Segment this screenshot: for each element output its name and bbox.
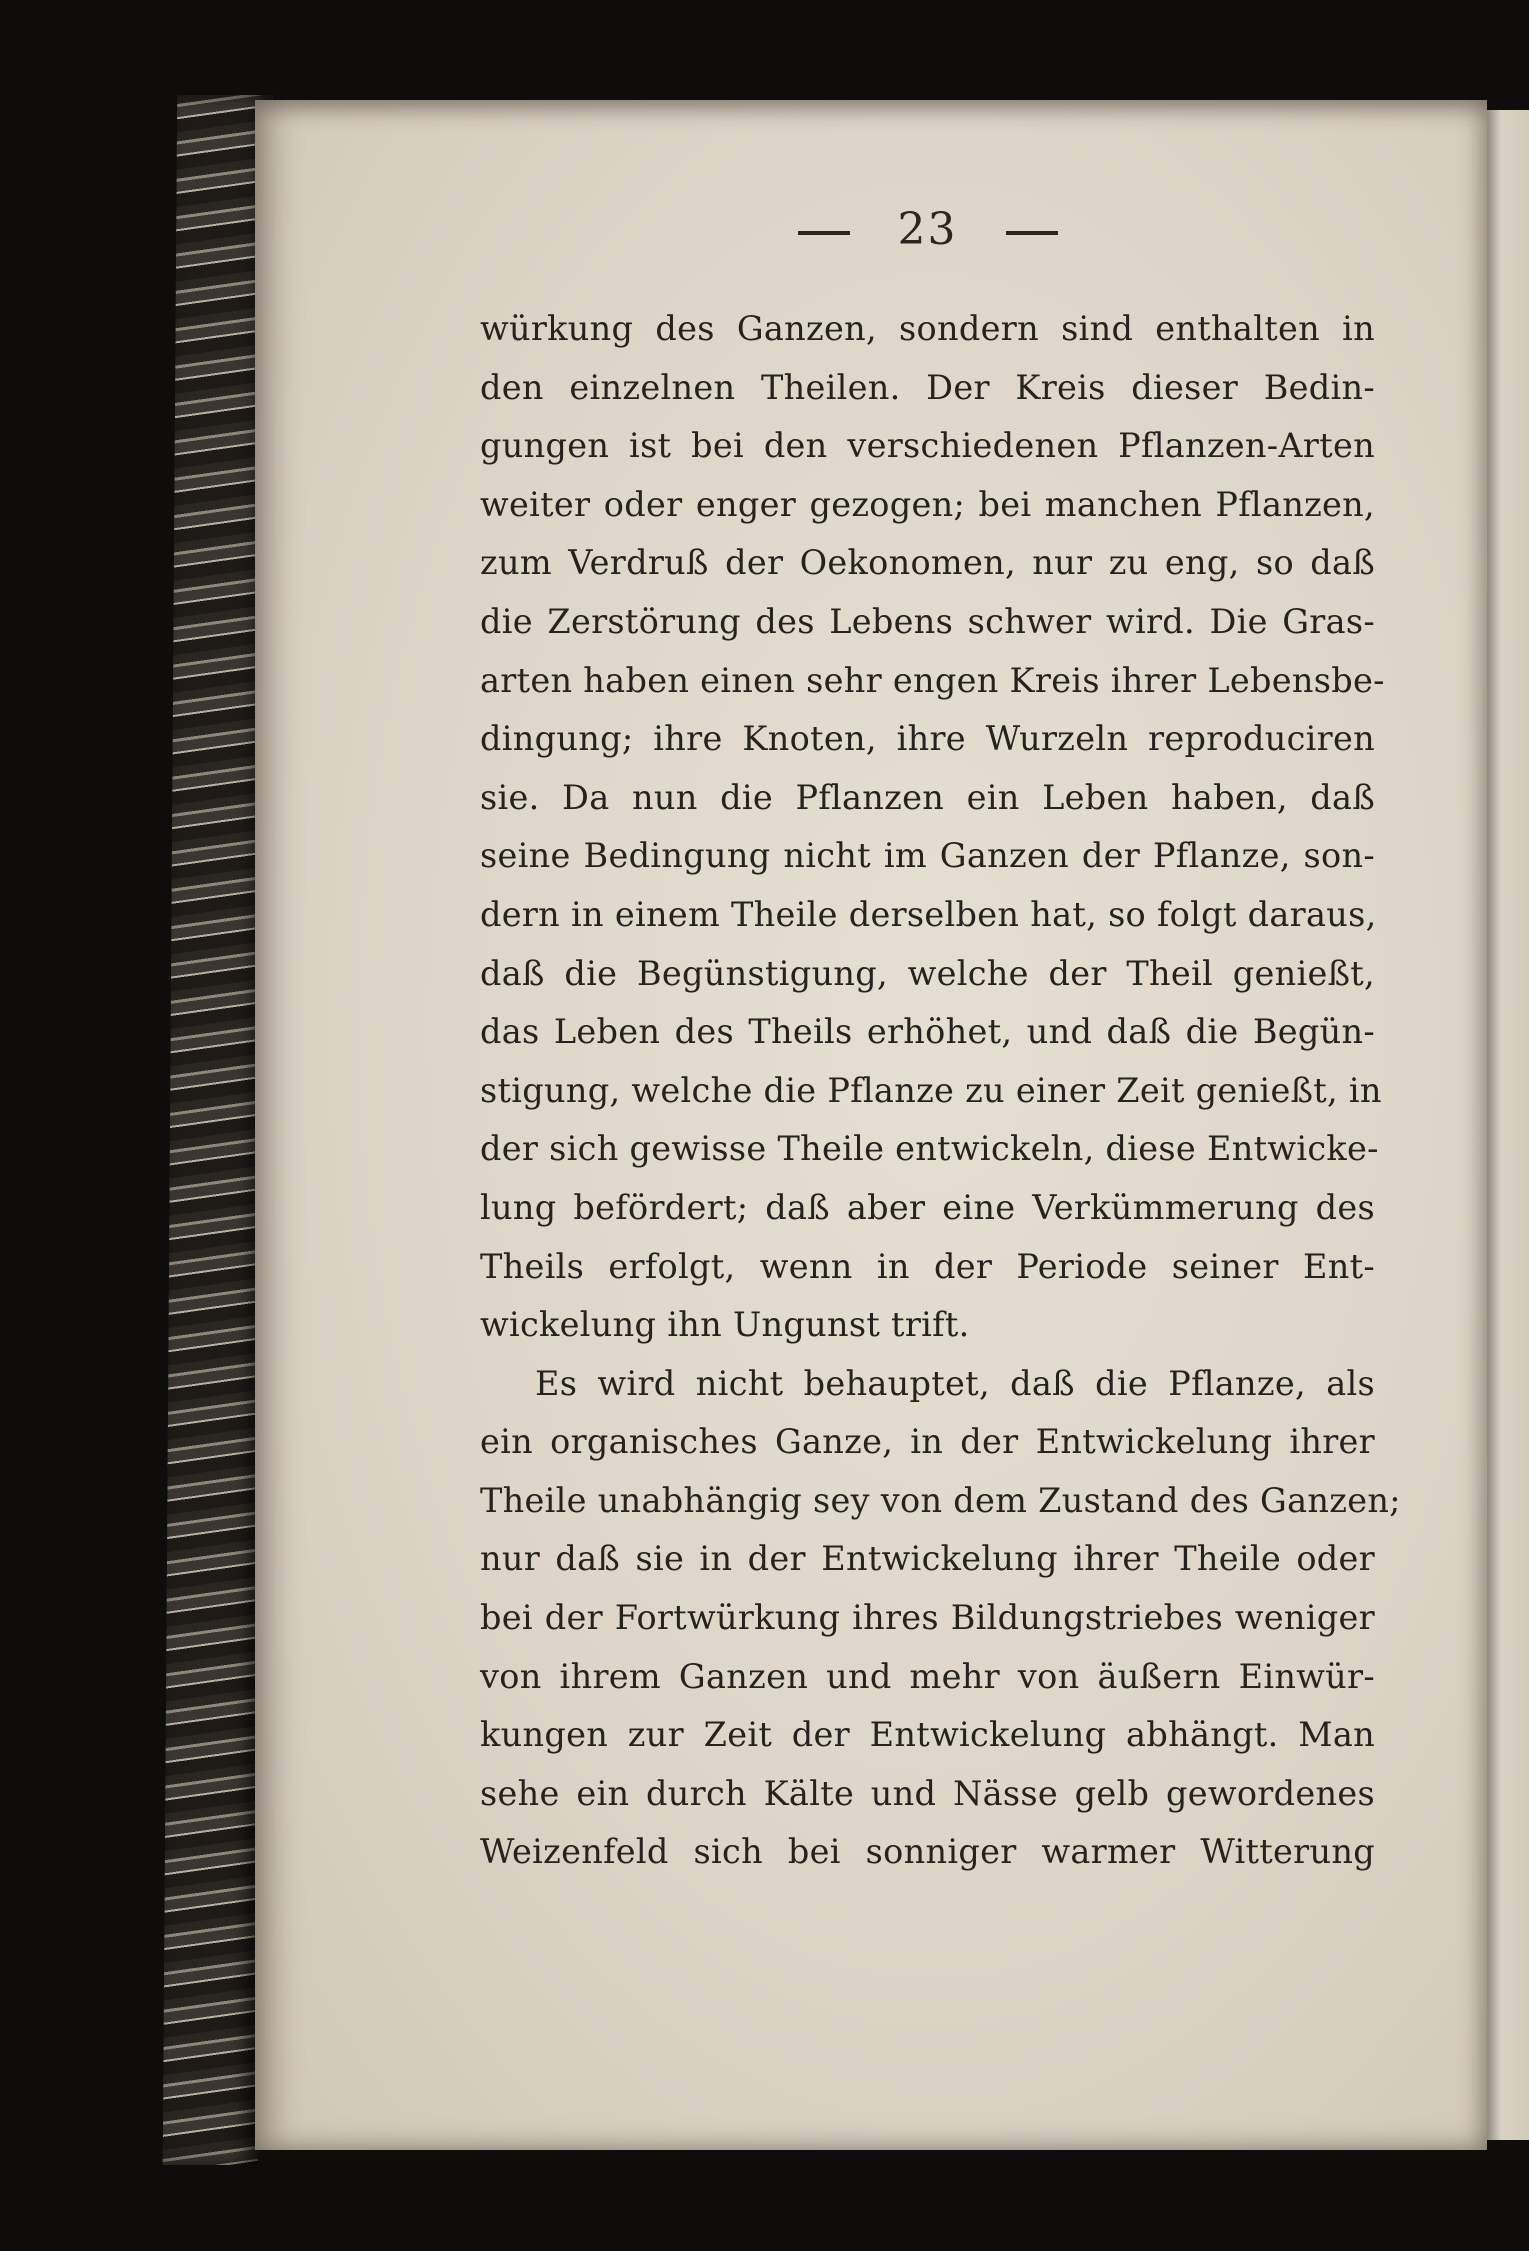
- page-content: [480, 200, 1401, 1882]
- page-number: 23: [897, 204, 958, 255]
- text-line: bei der Fortwürkung ihres Bildungstriebes weniger: [480, 1598, 1375, 1638]
- text-line: Theile unabhängig sey von dem Zustand des Ganzen;: [480, 1480, 1401, 1520]
- text-line: sie. Da nun die Pflanzen ein Leben haben, daß: [480, 777, 1375, 817]
- text-line: dingung; ihre Knoten, ihre Wurzeln reproduciren: [480, 719, 1375, 759]
- text-line: zum Verdruß der Oekonomen, nur zu eng, so daß: [480, 543, 1375, 583]
- text-line: die Zerstörung des Lebens schwer wird. Die Gras-: [480, 601, 1375, 641]
- page-header: [480, 200, 1375, 260]
- text-line: stigung, welche die Pflanze zu einer Zeit genießt, in: [480, 1070, 1382, 1110]
- adjacent-page-edge: [1480, 110, 1529, 2140]
- text-line: dern in einem Theile derselben hat, so folgt daraus,: [480, 894, 1377, 934]
- text-line: Theils erfolgt, wenn in der Periode seiner Ent-: [480, 1246, 1375, 1286]
- text-line: seine Bedingung nicht im Ganzen der Pflanze, son-: [480, 836, 1375, 876]
- text-line: arten haben einen sehr engen Kreis ihrer Lebensbe-: [480, 660, 1385, 700]
- body-text: [480, 300, 1401, 1882]
- text-line: ein organisches Ganze, in der Entwickelung ihrer: [480, 1422, 1375, 1462]
- text-line: daß die Begünstigung, welche der Theil genießt,: [480, 953, 1375, 993]
- paragraph-end-line: wickelung ihn Ungunst trift.: [480, 1305, 970, 1345]
- text-line: den einzelnen Theilen. Der Kreis dieser Bedin-: [480, 367, 1375, 407]
- text-line: Weizenfeld sich bei sonniger warmer Witterung: [480, 1832, 1375, 1872]
- book-page: [255, 100, 1487, 2150]
- text-line: gungen ist bei den verschiedenen Pflanzen-Arten: [480, 426, 1375, 466]
- text-line: weiter oder enger gezogen; bei manchen Pflanzen,: [480, 484, 1375, 524]
- header-dash-left: [798, 231, 850, 235]
- text-line: kungen zur Zeit der Entwickelung abhängt. Man: [480, 1715, 1375, 1755]
- text-line: sehe ein durch Kälte und Nässe gelb gewordenes: [480, 1773, 1375, 1813]
- text-line: von ihrem Ganzen und mehr von äußern Einwür-: [480, 1656, 1375, 1696]
- paragraph-start-line: Es wird nicht behauptet, daß die Pflanze, als: [535, 1363, 1375, 1403]
- text-line: lung befördert; daß aber eine Verkümmerung des: [480, 1187, 1375, 1227]
- text-line: nur daß sie in der Entwickelung ihrer Theile oder: [480, 1539, 1375, 1579]
- text-line: der sich gewisse Theile entwickeln, diese Entwicke-: [480, 1129, 1379, 1169]
- text-line: das Leben des Theils erhöhet, und daß die Begün-: [480, 1012, 1375, 1052]
- text-line: würkung des Ganzen, sondern sind enthalten in: [480, 309, 1375, 348]
- header-dash-right: [1006, 231, 1058, 235]
